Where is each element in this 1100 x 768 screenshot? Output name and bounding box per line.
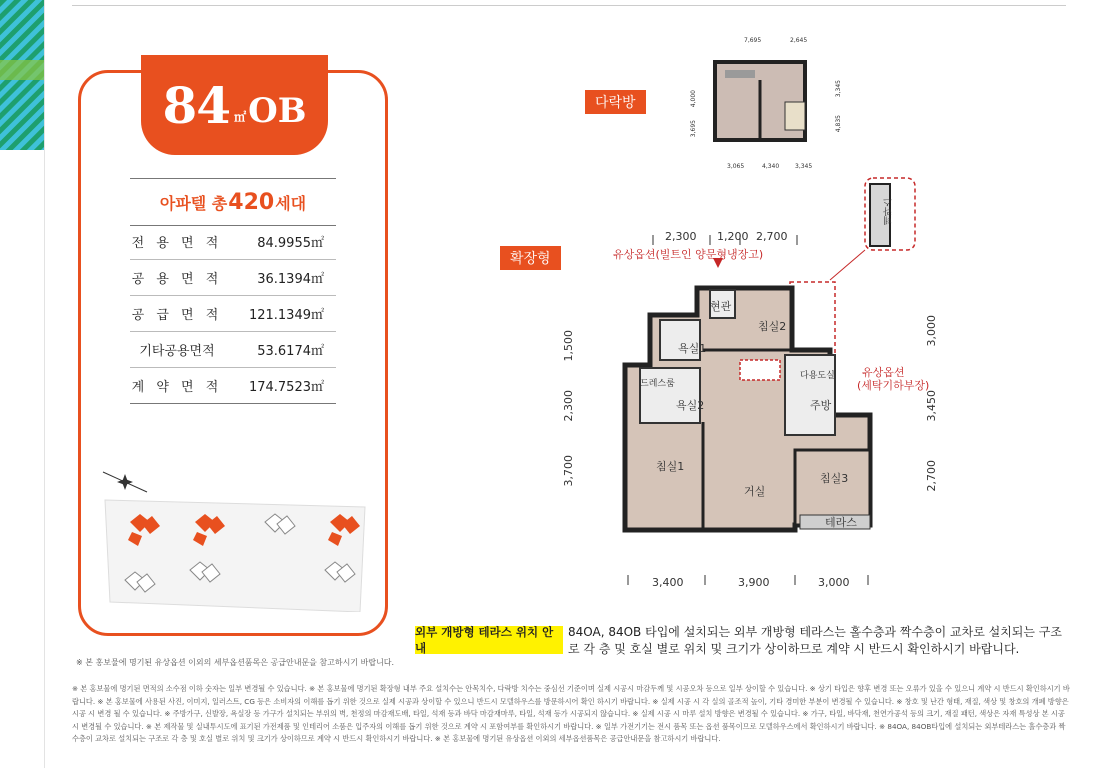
attic-dim-left-1: 4,000 xyxy=(690,90,697,108)
option-laundry-note-2: (세탁기하부장) xyxy=(857,379,930,392)
terrace-notice-label: 외부 개방형 테라스 위치 안내 xyxy=(415,626,563,654)
attic-dim-bottom-2: 4,340 xyxy=(762,163,780,170)
room-bedroom3: 침실3 xyxy=(820,472,849,485)
area-row xyxy=(130,224,336,260)
side-terrace-label: 테라스 xyxy=(884,198,894,225)
area-label: 공 급 면 적 xyxy=(131,308,223,323)
plan-dim-left-3: 3,700 xyxy=(562,455,575,487)
area-row xyxy=(130,368,336,404)
room-entrance: 현관 xyxy=(710,300,732,313)
room-bedroom2: 침실2 xyxy=(758,320,787,333)
unit-size: 84 xyxy=(162,75,231,135)
area-table xyxy=(130,224,336,404)
plan-dim-right-1: 3,000 xyxy=(925,315,938,347)
household-count: 420 xyxy=(228,189,275,215)
plan-dim-right-2: 3,450 xyxy=(925,390,938,422)
household-prefix: 아파텔 총 xyxy=(159,193,228,213)
area-value: 121.1349㎡ xyxy=(248,308,324,323)
attic-floor-plan xyxy=(680,30,850,180)
room-terrace: 테라스 xyxy=(825,516,857,529)
attic-dim-right-1: 3,345 xyxy=(835,80,842,98)
option-laundry-note-1: 유상옵션 xyxy=(862,366,905,379)
plan-dim-left-2: 2,300 xyxy=(562,390,575,422)
attic-dim-bottom-3: 3,345 xyxy=(795,163,813,170)
plan-dim-bottom-3: 3,000 xyxy=(818,576,850,589)
room-bath1: 욕실1 xyxy=(678,342,707,355)
area-row xyxy=(130,332,336,368)
plan-dim-top-2: 1,200 xyxy=(717,230,749,243)
attic-dim-bottom-1: 3,065 xyxy=(727,163,745,170)
disclaimer-footnote: ※ 본 홍보물에 명기된 면적의 소수점 이하 숫자는 일부 변경될 수 있습니다. ※ 본 홍보물에 명기된 확장형 내부 주요 설치수는 안목치수, 다락방 치수는 중심선 기준이며 실제 시공시 마감두께 및 시공오차 등으로 일부 상이할 수 있습니다. ※ 상기 타입은 향후 변경 또는 오류가 있을 수 있으니 계약 시 반드시 확인하시기 바랍니다. ※ 본 홍보물에 사용된 사진, 이미지, 일러스트, CG 등은 소비자의 이해를 돕기 위한 것으로 실제 시공과 상이할 수 있으니 반드시 모델하우스를 방문하시어 확인 하시기 바랍니다. ※ 실제 시공 시 각 실의 골조적 높이, 기타 경미한 부분이 변경될 수 있습니다. ※ 창호 및 난간 형태, 재질, 색상 및 창호의 개폐 방향은 시공 시 변경 될 수 있습니다. ※ 주방가구, 신발장, 욕실장 등 가구가 설치되는 부위의 벽, 천정의 마감재도배, 타일, 석재 등과 바닥 마감재마루, 타일, 석재 등가 시공되지 않습니다. ※ 실제 시공 시 마루 설치 방향은 변경될 수 있습니다. ※ 가구, 타일, 바닥재, 천연가공석 등의 크기, 재질 패턴, 색상은 자재 특성상 본 시공 시 변경될 수 있습니다. ※ 본 제작물 및 실내투시도에 표기된 가전제품 및 인테리어 소품은 입주자의 이해를 돕기 위한 것으로 계약 시 포함여부를 확인하시기 바랍니다. ※ 일부 가전기기는 전시 품목 또는 옵션 품목이므로 모델하우스에서 확인하시기 바랍니다. ※ 84OA, 84OB타입에 설치되는 외부테라스는 홀수층과 짝수층이 교차로 설치되는 구조로 각 층 및 호실 별로 위치 및 크기가 상이하므로 계약 시 반드시 확인하시기 바랍니다. ※ 본 홍보물에 명기된 유상옵션 이외의 세부옵션품목은 공급안내문을 참고하시기 바랍니다. xyxy=(72,684,1070,743)
area-value: 174.7523㎡ xyxy=(248,380,324,395)
plan-dim-left-1: 1,500 xyxy=(562,330,575,362)
corner-stripe-decoration xyxy=(0,0,44,150)
room-utility: 다용도실 xyxy=(800,371,835,381)
attic-dim-top-2: 2,645 xyxy=(790,37,808,44)
option-builtin-fridge-note: 유상옵션(빌트인 양문형냉장고) xyxy=(613,248,764,261)
left-rule xyxy=(44,0,45,768)
household-suffix: 세대 xyxy=(275,193,307,213)
option-small-note: ※ 본 홍보물에 명기된 유상옵션 이외의 세부옵션품목은 공급안내문을 참고하시기 바랍니다. xyxy=(76,658,395,667)
area-label: 계 약 면 적 xyxy=(131,380,223,395)
site-layout-map xyxy=(95,462,375,612)
top-rule xyxy=(72,5,1066,6)
household-total xyxy=(130,178,336,226)
unit-type-suffix: OB xyxy=(248,91,307,131)
unit-type-title xyxy=(141,55,328,155)
plan-dim-right-3: 2,700 xyxy=(925,460,938,492)
area-row xyxy=(130,296,336,332)
room-dressroom: 드레스룸 xyxy=(640,379,675,389)
room-bedroom1: 침실1 xyxy=(656,460,685,473)
plan-dim-top-1: 2,300 xyxy=(665,230,697,243)
area-value: 36.1394㎡ xyxy=(257,272,324,287)
plan-dim-bottom-2: 3,900 xyxy=(738,576,770,589)
plan-tag: 확장형 xyxy=(500,246,561,270)
area-value: 84.9955㎡ xyxy=(257,236,324,251)
compass-icon xyxy=(103,472,147,492)
attic-tag: 다락방 xyxy=(585,90,646,114)
area-value: 53.6174㎡ xyxy=(257,344,324,359)
room-living: 거실 xyxy=(744,485,766,498)
area-row xyxy=(130,260,336,296)
room-bath2: 욕실2 xyxy=(676,399,705,412)
plan-dim-bottom-1: 3,400 xyxy=(652,576,684,589)
area-label: 전 용 면 적 xyxy=(131,236,223,251)
area-label: 공 용 면 적 xyxy=(131,272,223,287)
terrace-notice-text: 84OA, 84OB 타입에 설치되는 외부 개방형 테라스는 홀수층과 짝수층이 교차로 설치되는 구조로 각 층 및 호실 별로 위치 및 크기가 상이하므로 계약 시 반드시 확인하시기 바랍니다. xyxy=(568,625,1062,656)
area-label: 기타공용면적 xyxy=(139,344,215,359)
plan-dim-top-3: 2,700 xyxy=(756,230,788,243)
room-kitchen: 주방 xyxy=(810,399,832,412)
attic-dim-top-1: 7,695 xyxy=(744,37,762,44)
unit-size-unit: ㎡ xyxy=(234,109,247,124)
attic-dim-right-2: 4,835 xyxy=(835,115,842,133)
attic-dim-left-2: 3,695 xyxy=(690,120,697,138)
